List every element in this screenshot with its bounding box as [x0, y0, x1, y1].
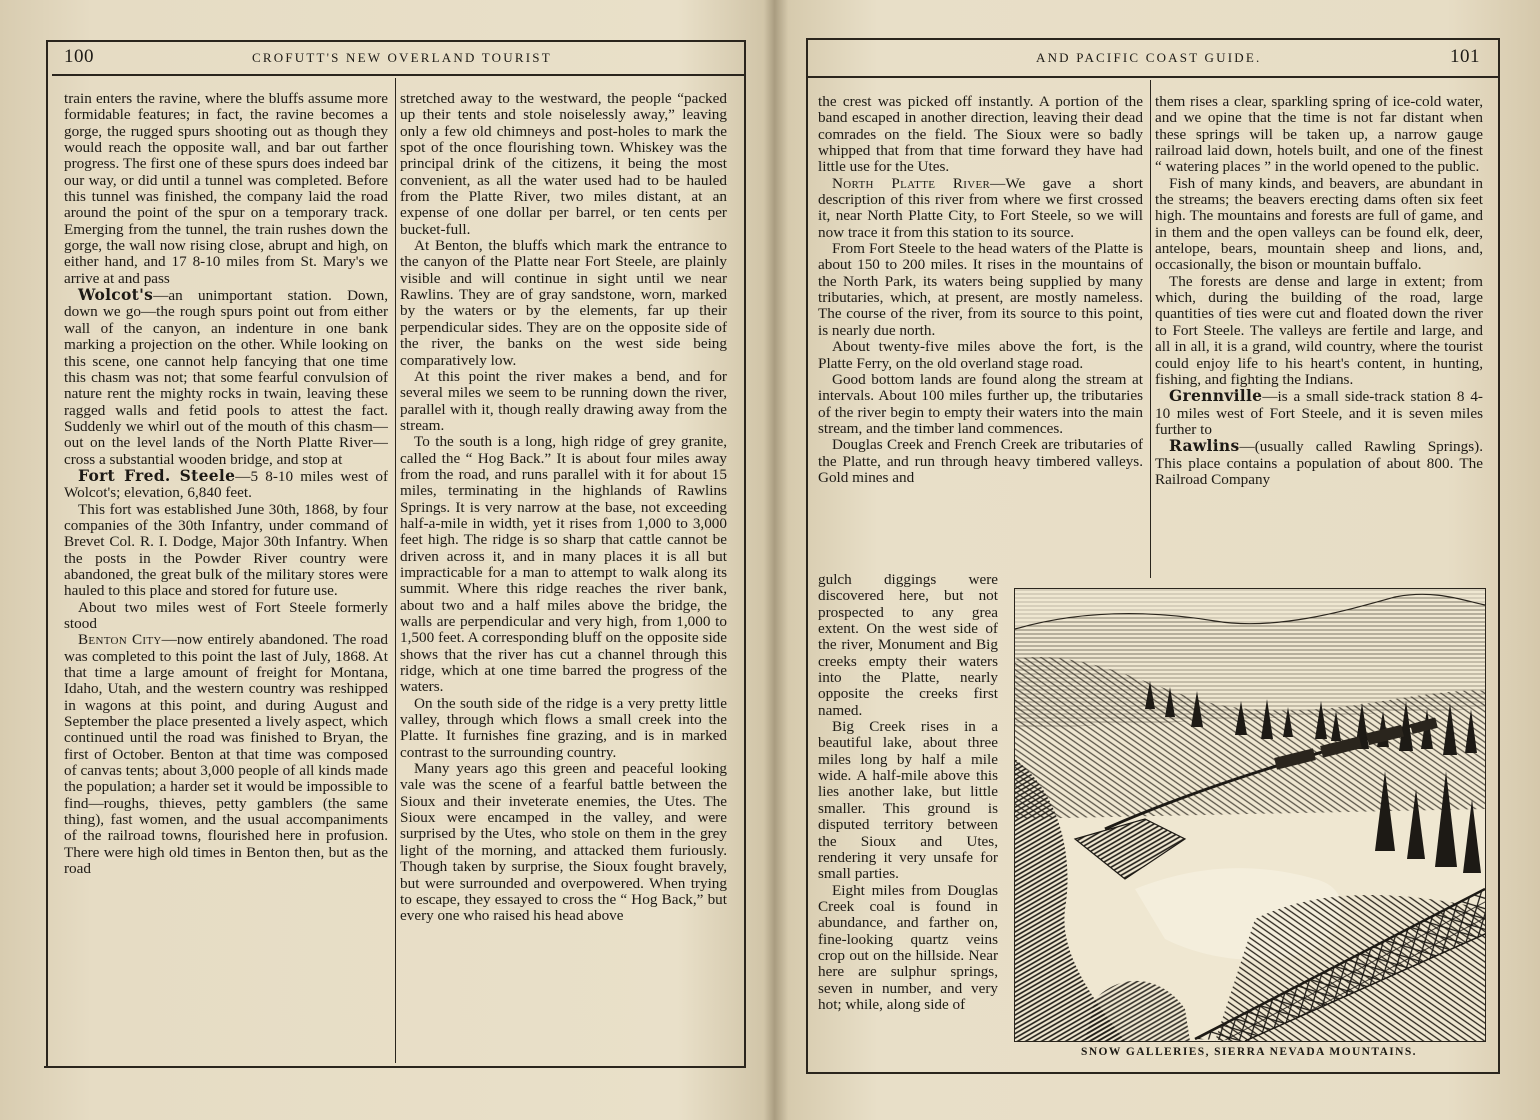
- paragraph: [818, 176, 1143, 241]
- paragraph: [64, 632, 388, 877]
- paragraph-text: This fort was established June 30th, 1868, by four companies of the 30th Infantry, under command of Brevet Col. R. I. Dodge, Major 30th Infantry. When the posts in the Powder River country were abandoned, the great bulk of the military stores were hauled to this place and stored for future use.: [64, 500, 388, 600]
- paragraph-text: About two miles west of Fort Steele formerly stood: [64, 598, 388, 632]
- left-column-divider: [395, 78, 396, 1063]
- illustration-caption: SNOW GALLERIES, SIERRA NEVADA MOUNTAINS.: [1081, 1046, 1417, 1058]
- paragraph: [818, 719, 998, 882]
- right-running-head: AND PACIFIC COAST GUIDE.: [1036, 50, 1262, 65]
- paragraph-text: Big Creek rises in a beautiful lake, about three miles long by half a mile wide. A half-mile above this lies another lake, but little smaller. This ground is disputed territory between the Sioux and Utes, rendering it very unsafe for small parties.: [818, 718, 998, 883]
- paragraph: [818, 372, 1143, 437]
- station-heading: Rawlins: [1169, 436, 1240, 456]
- paragraph: [400, 91, 727, 238]
- paragraph: [64, 600, 388, 633]
- paragraph-text: train enters the ravine, where the bluffs assume more formidable features; in fact, the ravine becomes a gorge, the rugged spurs shooting out as though they would reach the opposite wall, and bar out farther progress. The first one of these spurs does indeed bar our way, or did until a tunnel was completed. Before this tunnel was finished, the company laid the road around the point of the spur on a temporary track. Emerging from the tunnel, the train rushes down the gorge, the wall now rising close, abrupt and high, on either hand, and 17 8-10 miles from St. Mary's we arrive at and pass: [64, 91, 388, 287]
- right-top-rule: [806, 38, 1500, 40]
- paragraph: [1155, 94, 1483, 176]
- paragraph-text: To the south is a long, high ridge of grey granite, called the “ Hog Back.” It is about four miles away from the road, and runs parallel with it for about 15 miles, terminating in the highlands of Rawlins Springs. It is very narrow at the base, not exceeding half-a-mile in width, yet it rises from 1,000 to 3,000 feet high. The ridge is so sharp that cattle cannot be driven across it, and in many places it is all but impracticable for a man to attempt to walk along its summit. Where this ridge reaches the river bank, about two and a half miles above the bridge, the walls are perpendicular and very high, from 1,000 to 1,500 feet. A corresponding bluff on the opposite side shows that the river has cut a channel through this ridge, which at one time barred the progress of the waters.: [400, 433, 727, 696]
- paragraph: [64, 465, 388, 502]
- station-heading: Wolcot's: [78, 285, 154, 305]
- paragraph-text: Fish of many kinds, and beavers, are abundant in the streams; the beavers erecting dams often six feet high. The mountains and forests are full of game, and in them and the open valleys can be found elk, deer, antelope, bears, mountain sheep and lions, and, occasionally, the bison or mountain buffalo.: [1155, 174, 1483, 274]
- paragraph-text: Many years ago this green and peaceful looking vale was the scene of a fearful battle between the Sioux and their inveterate enemies, the Utes. The Sioux were encamped in the valley, and were surprised by the Utes, who stole on them in the grey light of the morning, and attacked them furiously. Though taken by surprise, the Sioux fought bravely, but were surrounded and overpowered. When trying to escape, they essayed to cross the “ Hog Back,” but every one who raised his head above: [400, 760, 727, 925]
- paragraph: [1155, 388, 1483, 438]
- paragraph: [64, 91, 388, 287]
- right-head-rule: [806, 76, 1500, 78]
- paragraph-text: At Benton, the bluffs which mark the entrance to the canyon of the Platte near Fort Steele, are plainly visible and will continue in sight until we near Rawlins. They are of gray sandstone, worn, marked by the waters or by the elements, far up their perpendicular sides. They are on the opposite side of the river, the banks on the west side being comparatively low.: [400, 237, 727, 369]
- station-heading: Fort Fred. Steele: [78, 465, 236, 485]
- paragraph-text: them rises a clear, sparkling spring of ice-cold water, and we opine that the time is not far distant when these springs will be taken up, a narrow gauge railroad laid down, hotels built, and one of the finest “ watering places ” in the world opened to the public.: [1155, 94, 1483, 176]
- right-folio: 101: [1450, 46, 1480, 67]
- left-inner-rule: [744, 40, 746, 1068]
- paragraph-text: The forests are dense and large in extent; from which, during the building of the road, large quantities of ties were cut and floated down the river to Fort Steele. The valleys are fertile and large, and all in all, it is a grand, wild country, where the tourist could enjoy life to his heart's content, in hunting, fishing, and fighting the Indians.: [1155, 272, 1483, 388]
- snow-galleries-engraving: [1014, 588, 1486, 1042]
- paragraph-text: —5 8-10 miles west of Wolcot's; elevation, 6,840 feet.: [64, 467, 388, 502]
- paragraph-text: —is a small side-track station 8 4-10 miles west of Fort Steele, and it is seven miles further to: [1155, 388, 1483, 438]
- paragraph: [818, 437, 1143, 486]
- paragraph: [818, 883, 998, 1014]
- paragraph-text: Good bottom lands are found along the stream at intervals. About 100 miles further up, the tributaries of the river begin to empty their waters into the main stream, and the timber land commences.: [818, 370, 1143, 437]
- small-caps-heading: North Platte River: [832, 174, 991, 192]
- paragraph: [64, 287, 388, 468]
- paragraph: [400, 761, 727, 924]
- paragraph: [400, 238, 727, 369]
- paragraph-text: gulch diggings were discovered here, but not prospected to any grea extent. On the west side of the river, Monument and Big creeks empty their waters into the Platte, nearly opposite the creeks first named.: [818, 572, 998, 719]
- paragraph-text: At this point the river makes a bend, and for several miles we seem to be running down the river, parallel with it, though really drawing away from the stream.: [400, 367, 727, 434]
- paragraph: [400, 369, 727, 434]
- left-column-2: [400, 91, 727, 1061]
- right-column-2: [1155, 94, 1483, 582]
- left-head-rule: [52, 74, 745, 76]
- right-column-1: [818, 94, 1143, 582]
- paragraph: [64, 502, 388, 600]
- left-column-1: [64, 91, 388, 1061]
- paragraph: [818, 572, 998, 719]
- paragraph-text: —(usually called Rawling Springs). This place contains a population of about 800. The Railroad Company: [1155, 438, 1483, 488]
- paragraph-text: the crest was picked off instantly. A portion of the band escaped in another direction, leaving their dead comrades on the field. The Sioux were so badly whipped that from that time forward they have had little use for the Utes.: [818, 94, 1143, 176]
- left-folio: 100: [64, 46, 94, 67]
- right-inner-rule: [806, 38, 808, 1074]
- right-column-1-narrow: [818, 572, 998, 1062]
- paragraph-text: —now entirely abandoned. The road was completed to this point the last of July, 1868. At that time a large amount of freight for Montana, Idaho, Utah, and the western country was reshipped in wagons at this point, and during August and September the place presented a lively aspect, which continued until the road was finished to Bryan, the first of October. Benton at that time was composed of canvas tents; about 3,000 people of all kinds made the population; a harder set it would be impossible to find—roughs, thieves, petty gamblers (the same thing), fast women, and the usual accompaniments of the railroad towns, flourished here in profusion. There were high old times in Benton then, but as the road: [64, 631, 388, 878]
- left-top-rule: [46, 40, 746, 42]
- paragraph-text: stretched away to the westward, the people “packed up their tents and stole noiselessly away,” leaving only a few old chimneys and post-holes to mark the spot of the once flourishing town. Whiskey was the principal drink of the citizens, it being the most convenient, as all the water used had to be hauled from the Platte River, two miles distant, at an expense of one dollar per barrel, or ten cents per bucket-full.: [400, 91, 727, 238]
- paragraph-text: —an unimportant station. Down, down we go—the rough spurs point out from either wall of the canyon, an indenture in one bank marking a projection on the other. While looking on this scene, one cannot help fancying that one time this chasm was not; that some fearful convulsion of nature rent the mighty rocks in twain, leaving these ragged walls and fetid pools to attest the fact. Suddenly we whirl out of the mouth of this chasm—out on the level lands of the North Platte River—cross a substantial wooden bridge, and stop at: [64, 287, 388, 468]
- left-bottom-rule: [44, 1066, 744, 1068]
- small-caps-heading: Benton City: [78, 631, 162, 649]
- right-outer-rule: [1498, 38, 1500, 1074]
- paragraph-text: About twenty-five miles above the fort, is the Platte Ferry, on the old overland stage road.: [818, 338, 1143, 372]
- paragraph: [1155, 438, 1483, 488]
- paragraph: [400, 434, 727, 696]
- right-column-divider: [1150, 80, 1151, 578]
- paragraph: [818, 241, 1143, 339]
- paragraph-text: Eight miles from Douglas Creek coal is found in abundance, and farther on, fine-looking quartz veins crop out on the hillside. Near here are sulphur springs, seven in number, and very hot; while, along side of: [818, 881, 998, 1013]
- paragraph-text: From Fort Steele to the head waters of the Platte is about 150 to 200 miles. It rises in the mountains of the North Park, its waters being supplied by many tributaries, which, at present, are mostly nameless. The course of the river, from its source to this point, is nearly due north.: [818, 240, 1143, 339]
- paragraph: [400, 696, 727, 761]
- paragraph-text: On the south side of the ridge is a very pretty little valley, through which flows a small creek into the Platte. It furnishes fine grazing, and is in marked contrast to the surrounding country.: [400, 694, 727, 761]
- right-bottom-rule: [806, 1072, 1500, 1074]
- paragraph: [1155, 176, 1483, 274]
- paragraph-text: —We gave a short description of this river from where we first crossed it, near North Platte City, to Fort Steele, so we will now trace it from this station to its source.: [818, 174, 1143, 241]
- paragraph: [1155, 274, 1483, 388]
- paragraph-text: Douglas Creek and French Creek are tributaries of the Platte, and run through heavy timbered valleys. Gold mines and: [818, 436, 1143, 486]
- paragraph: [818, 339, 1143, 372]
- paragraph: [818, 94, 1143, 176]
- left-outer-rule: [46, 40, 48, 1068]
- station-heading: Grennville: [1169, 386, 1263, 406]
- left-running-head: CROFUTT'S NEW OVERLAND TOURIST: [252, 50, 552, 65]
